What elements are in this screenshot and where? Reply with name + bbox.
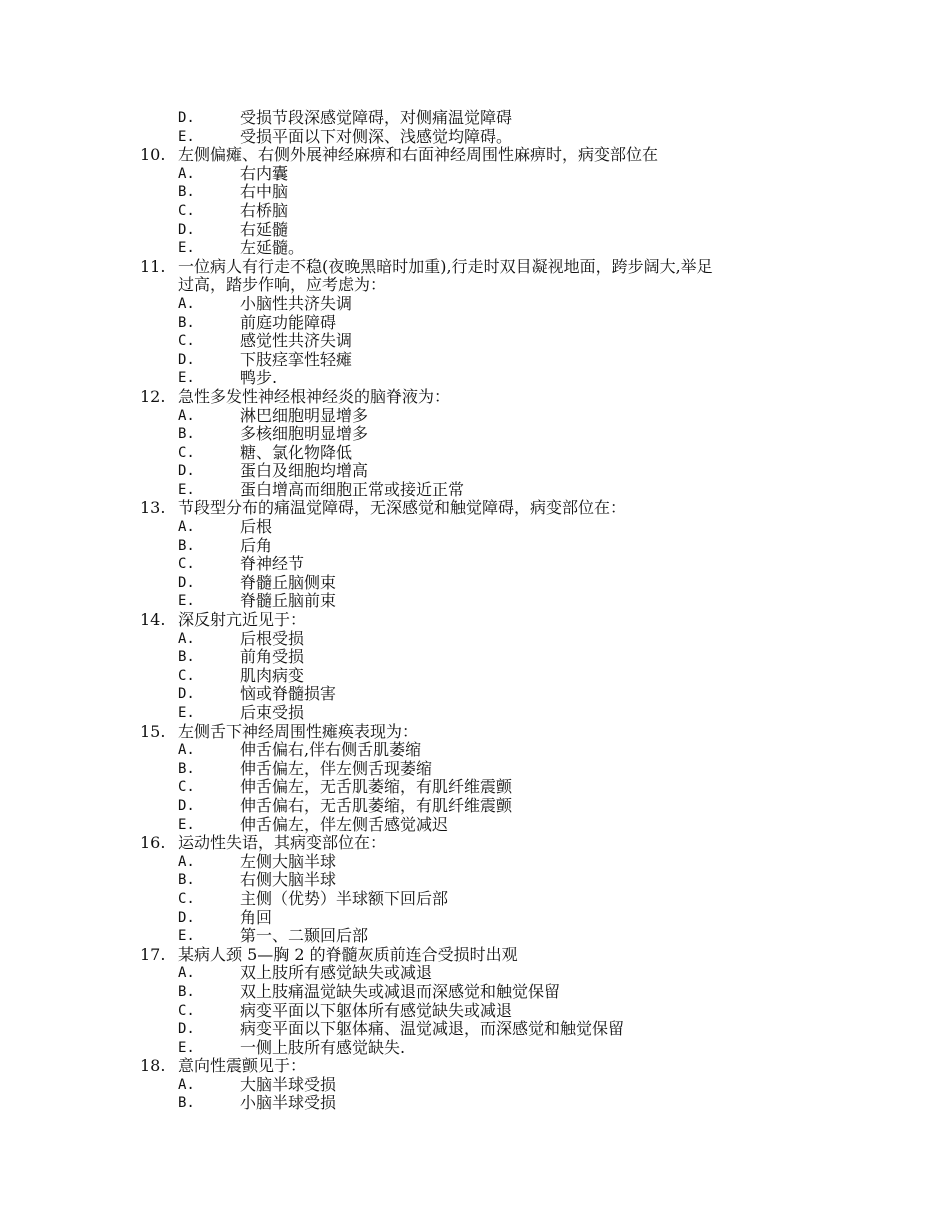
option-letter: B.	[178, 184, 195, 201]
option-letter: D.	[178, 574, 195, 591]
question-line	[0, 1057, 950, 1076]
question-line	[0, 611, 950, 630]
option-text: 淋巴细胞明显增多	[240, 405, 369, 425]
option-letter: D.	[178, 221, 195, 238]
option-letter: D.	[178, 463, 195, 480]
option-line	[0, 295, 950, 314]
option-text: 后根	[240, 517, 273, 537]
option-line	[0, 704, 950, 723]
option-text: 恼或脊髓损害	[240, 684, 337, 704]
option-line	[0, 239, 950, 258]
option-text: 糖、氯化物降低	[240, 442, 353, 462]
option-line	[0, 481, 950, 500]
option-text: 主侧（优势）半球额下回后部	[240, 888, 449, 908]
option-line	[0, 890, 950, 909]
option-line	[0, 518, 950, 537]
question-text: 急性多发性神经根神经炎的脑脊液为：	[178, 386, 451, 406]
option-text: 多核细胞明显增多	[240, 424, 369, 444]
option-letter: A.	[178, 630, 195, 647]
question-line	[0, 499, 950, 518]
question-text: 运动性失语，其病变部位在：	[178, 833, 387, 853]
option-letter: A.	[178, 519, 195, 536]
option-text: 右桥脑	[240, 200, 289, 220]
option-letter: C.	[178, 667, 195, 684]
option-text: 双上肢所有感觉缺失或减退	[240, 963, 433, 983]
option-text: 前角受损	[240, 647, 305, 667]
option-letter: B.	[178, 649, 195, 666]
option-letter: E.	[178, 370, 195, 387]
option-text: 受损节段深感觉障碍，对侧痛温觉障碍	[240, 108, 513, 127]
option-line	[0, 1002, 950, 1021]
question-number: 17.	[140, 944, 166, 964]
option-line	[0, 760, 950, 779]
option-letter: A.	[178, 407, 195, 424]
question-line	[0, 834, 950, 853]
option-letter: A.	[178, 853, 195, 870]
option-line	[0, 109, 950, 128]
question-line	[0, 723, 950, 742]
option-letter: E.	[178, 240, 195, 257]
option-letter: E.	[178, 1039, 195, 1056]
option-text: 右侧大脑半球	[240, 870, 337, 890]
option-letter: A.	[178, 742, 195, 759]
option-text: 下肢痉挛性轻瘫	[240, 349, 353, 369]
option-text: 第一、二颞回后部	[240, 926, 369, 946]
option-line	[0, 555, 950, 574]
option-text: 伸舌偏左，无舌肌萎缩，有肌纤维震颤	[240, 777, 513, 797]
option-text: 左延髓。	[240, 238, 305, 258]
option-letter: D.	[178, 351, 195, 368]
option-letter: B.	[178, 872, 195, 889]
option-letter: D.	[178, 686, 195, 703]
option-letter: B.	[178, 983, 195, 1000]
option-line	[0, 1039, 950, 1058]
option-text: 病变平面以下躯体所有感觉缺失或减退	[240, 1000, 513, 1020]
option-line	[0, 648, 950, 667]
option-line	[0, 871, 950, 890]
option-letter: E.	[178, 481, 195, 498]
option-line	[0, 927, 950, 946]
option-letter: C.	[178, 556, 195, 573]
option-text: 伸舌偏右，无舌肌萎缩，有肌纤维震颤	[240, 795, 513, 815]
option-line	[0, 983, 950, 1002]
option-text: 双上肢痛温觉缺失或减退而深感觉和触觉保留	[240, 981, 561, 1001]
option-text: 感觉性共济失调	[240, 331, 353, 351]
option-letter: C.	[178, 779, 195, 796]
option-letter: A.	[178, 965, 195, 982]
option-letter: D.	[178, 110, 195, 126]
option-letter: D.	[178, 1021, 195, 1038]
question-line	[0, 258, 950, 277]
option-letter: B.	[178, 426, 195, 443]
option-text: 后角	[240, 535, 273, 555]
option-line	[0, 407, 950, 426]
option-letter: E.	[178, 128, 195, 145]
question-text: 意向性震颤见于：	[178, 1056, 307, 1076]
option-letter: A.	[178, 165, 195, 182]
option-letter: E.	[178, 705, 195, 721]
option-line	[0, 444, 950, 463]
option-text: 肌肉病变	[240, 665, 305, 685]
question-number: 15.	[140, 721, 166, 741]
option-letter: E.	[178, 816, 195, 833]
option-text: 左侧大脑半球	[240, 851, 337, 871]
question-text: 左侧舌下神经周围性瘫痪表现为：	[178, 721, 419, 741]
question-number: 10.	[140, 145, 166, 165]
option-line	[0, 685, 950, 704]
option-line	[0, 314, 950, 333]
option-letter: C.	[178, 1002, 195, 1019]
option-line	[0, 741, 950, 760]
option-letter: C.	[178, 202, 195, 219]
option-line	[0, 964, 950, 983]
option-line	[0, 1076, 950, 1095]
question-text-continued: 过高，踏步作响，应考虑为：	[178, 275, 387, 295]
option-text: 一侧上肢所有感觉缺失.	[240, 1037, 406, 1057]
option-letter: B.	[178, 1095, 195, 1112]
option-letter: C.	[178, 444, 195, 461]
option-line	[0, 425, 950, 444]
question-number: 11.	[140, 256, 166, 276]
option-text: 小脑性共济失调	[240, 293, 353, 313]
option-letter: C.	[178, 333, 195, 350]
option-letter: C.	[178, 890, 195, 907]
question-text: 左侧偏瘫、右侧外展神经麻痹和右面神经周围性麻痹时，病变部位在	[178, 145, 659, 165]
option-line	[0, 351, 950, 370]
option-line	[0, 667, 950, 686]
option-text: 角回	[240, 907, 273, 927]
option-line	[0, 592, 950, 611]
option-letter: B.	[178, 314, 195, 331]
option-letter: A.	[178, 1076, 195, 1093]
option-line	[0, 202, 950, 221]
option-letter: B.	[178, 537, 195, 554]
question-number: 18.	[140, 1056, 166, 1076]
question-text: 深反射亢近见于：	[178, 610, 307, 630]
option-line	[0, 1020, 950, 1039]
question-number: 14.	[140, 610, 166, 630]
option-line	[0, 853, 950, 872]
question-line	[0, 388, 950, 407]
option-line	[0, 909, 950, 928]
question-text: 一位病人有行走不稳(夜晚黑暗时加重),行走时双目凝视地面，跨步阔大,举足	[178, 256, 713, 276]
question-number: 12.	[140, 386, 166, 406]
option-text: 脊神经节	[240, 554, 305, 574]
question-number: 16.	[140, 833, 166, 853]
option-line	[0, 816, 950, 835]
option-text: 后根受损	[240, 628, 305, 648]
option-line	[0, 332, 950, 351]
option-line	[0, 183, 950, 202]
option-line	[0, 797, 950, 816]
option-text: 右内囊	[240, 163, 289, 183]
option-text: 伸舌偏右,伴右侧舌肌萎缩	[240, 740, 422, 760]
option-line	[0, 221, 950, 240]
option-letter: E.	[178, 593, 195, 610]
question-text: 某病人颈 5—胸 2 的脊髓灰质前连合受损时出观	[178, 944, 518, 964]
option-letter: D.	[178, 909, 195, 926]
option-line	[0, 574, 950, 593]
option-text: 前庭功能障碍	[240, 312, 337, 332]
option-text: 脊髓丘脑侧束	[240, 572, 337, 592]
option-letter: D.	[178, 797, 195, 814]
option-text: 小脑半球受损	[240, 1093, 337, 1113]
option-line	[0, 778, 950, 797]
document-page	[0, 109, 950, 1113]
option-text: 伸舌偏左，伴左侧舌感觉减迟	[240, 814, 449, 834]
option-line	[0, 165, 950, 184]
option-text: 后束受损	[240, 703, 305, 722]
question-number: 13.	[140, 498, 166, 518]
option-text: 鸭步.	[240, 368, 278, 388]
question-line	[0, 146, 950, 165]
option-line	[0, 1094, 950, 1113]
option-letter: A.	[178, 295, 195, 312]
question-continuation-line	[0, 276, 950, 295]
option-line	[0, 630, 950, 649]
option-text: 右中脑	[240, 182, 289, 202]
option-line	[0, 128, 950, 147]
option-text: 脊髓丘脑前束	[240, 591, 337, 611]
question-line	[0, 946, 950, 965]
option-text: 大脑半球受损	[240, 1074, 337, 1094]
option-text: 蛋白及细胞均增高	[240, 461, 369, 481]
option-text: 右延髓	[240, 219, 289, 239]
option-text: 蛋白增高而细胞正常或接近正常	[240, 479, 465, 499]
option-letter: B.	[178, 760, 195, 777]
option-line	[0, 462, 950, 481]
option-letter: E.	[178, 928, 195, 945]
option-line	[0, 369, 950, 388]
option-line	[0, 537, 950, 556]
option-text: 伸舌偏左，伴左侧舌现萎缩	[240, 758, 433, 778]
option-text: 病变平面以下躯体痛、温觉减退，而深感觉和触觉保留	[240, 1019, 625, 1039]
option-text: 受损平面以下对侧深、浅感觉均障碍。	[240, 126, 513, 146]
question-text: 节段型分布的痛温觉障碍，无深感觉和触觉障碍，病变部位在：	[178, 498, 627, 518]
